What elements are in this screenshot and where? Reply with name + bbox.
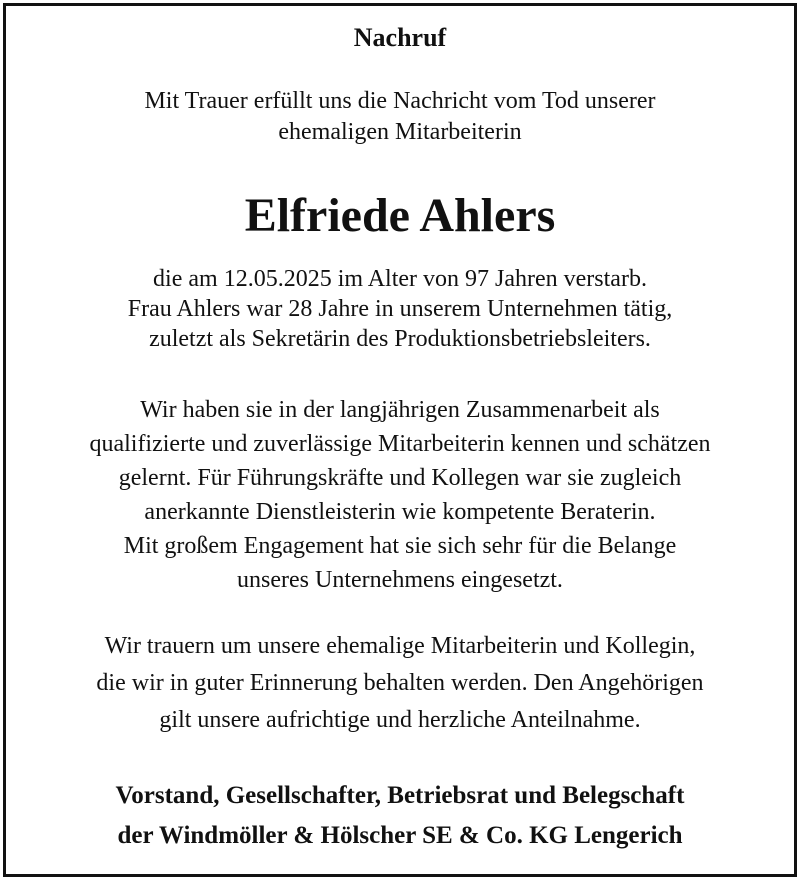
appreciation-line: gelernt. Für Führungskräfte und Kollegen war sie zugleich bbox=[118, 465, 682, 491]
signature-line: Vorstand, Gesellschafter, Betriebsrat und Belegschaft bbox=[115, 782, 685, 809]
signature-block bbox=[20, 776, 780, 856]
appreciation-line: anerkannte Dienstleisterin wie kompetente Beraterin. bbox=[144, 499, 656, 525]
signature-line: der Windmöller & Hölscher SE & Co. KG Lengerich bbox=[117, 822, 683, 849]
details-line: die am 12.05.2025 im Alter von 97 Jahren verstarb. bbox=[153, 266, 647, 292]
details-line: zuletzt als Sekretärin des Produktionsbetriebsleiters. bbox=[149, 326, 651, 352]
condolence-paragraph bbox=[20, 628, 780, 739]
details-line: Frau Ahlers war 28 Jahre in unserem Unternehmen tätig, bbox=[127, 296, 673, 322]
condolence-line: Wir trauern um unsere ehemalige Mitarbeiterin und Kollegin, bbox=[104, 633, 696, 659]
deceased-name: Elfriede Ahlers bbox=[244, 189, 556, 242]
intro-paragraph bbox=[20, 86, 780, 148]
appreciation-line: qualifizierte und zuverlässige Mitarbeiterin kennen und schätzen bbox=[89, 431, 711, 457]
details-paragraph bbox=[20, 264, 780, 354]
appreciation-paragraph bbox=[20, 393, 780, 597]
notice-heading: Nachruf bbox=[353, 23, 447, 52]
condolence-line: gilt unsere aufrichtige und herzliche Anteilnahme. bbox=[159, 707, 641, 733]
intro-line: Mit Trauer erfüllt uns die Nachricht vom Tod unserer bbox=[144, 88, 656, 114]
appreciation-line: Mit großem Engagement hat sie sich sehr für die Belange bbox=[123, 533, 677, 559]
appreciation-line: Wir haben sie in der langjährigen Zusammenarbeit als bbox=[140, 397, 660, 423]
condolence-line: die wir in guter Erinnerung behalten werden. Den Angehörigen bbox=[96, 670, 704, 696]
appreciation-line: unseres Unternehmens eingesetzt. bbox=[237, 567, 563, 593]
intro-line: ehemaligen Mitarbeiterin bbox=[278, 119, 522, 145]
